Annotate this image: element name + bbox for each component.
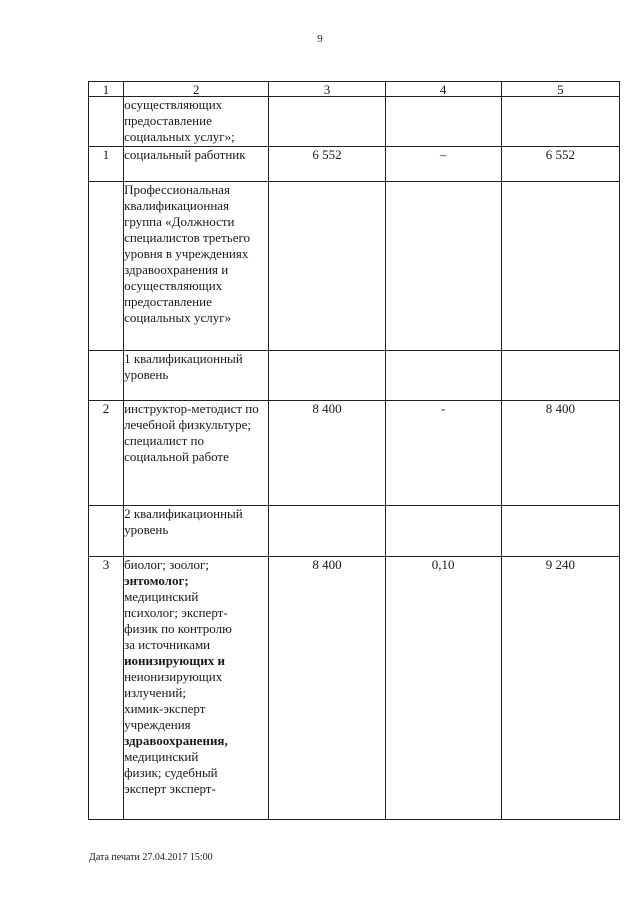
position-name-line: излучений;	[124, 685, 186, 700]
position-name-cell: осуществляющих предоставление социальных услуг»;	[124, 97, 269, 147]
position-name-line: неионизирующих	[124, 669, 223, 684]
position-name-line: биолог; зоолог;	[124, 557, 209, 572]
coefficient-cell	[385, 97, 501, 147]
qualification-level-cell: 1 квалификационный уровень	[124, 351, 269, 401]
base-salary-cell: 6 552	[269, 147, 385, 182]
salary-cell	[501, 351, 619, 401]
base-salary-cell	[269, 182, 385, 351]
row-number-cell: 3	[89, 557, 124, 820]
table-row	[89, 97, 620, 147]
position-name-line: эксперт эксперт-	[124, 781, 216, 796]
base-salary-cell: 8 400	[269, 557, 385, 820]
salary-cell: 6 552	[501, 147, 619, 182]
coefficient-cell	[385, 506, 501, 557]
row-number-cell: 2	[89, 401, 124, 506]
salary-cell	[501, 97, 619, 147]
row-number-cell	[89, 506, 124, 557]
position-name-line: химик-эксперт	[124, 701, 206, 716]
column-header-2: 2	[124, 82, 269, 97]
qualification-level-cell: 2 квалификационный уровень	[124, 506, 269, 557]
base-salary-cell: 8 400	[269, 401, 385, 506]
position-name-line: медицинский	[124, 589, 199, 604]
row-number-cell	[89, 182, 124, 351]
row-number-cell	[89, 351, 124, 401]
salary-cell	[501, 182, 619, 351]
position-name-line: учреждения	[124, 717, 191, 732]
table-row	[89, 557, 620, 820]
coefficient-cell	[385, 351, 501, 401]
table-row	[89, 401, 620, 506]
group-title-cell: Профессиональная квалификационная группа «Должности специалистов третьего уровня в учреждениях здравоохранения и осуществляющих предоставление социальных услуг»	[124, 182, 269, 351]
table-row	[89, 147, 620, 182]
position-name-line: ионизирующих и	[124, 653, 225, 668]
base-salary-cell	[269, 506, 385, 557]
column-header-1: 1	[89, 82, 124, 97]
column-header-5: 5	[501, 82, 619, 97]
salary-cell: 9 240	[501, 557, 619, 820]
coefficient-cell: –	[385, 147, 501, 182]
position-name-line: медицинский	[124, 749, 199, 764]
salary-cell	[501, 506, 619, 557]
position-name-line: психолог; эксперт-	[124, 605, 228, 620]
position-name-cell: социальный работник	[124, 147, 269, 182]
base-salary-cell	[269, 351, 385, 401]
print-date-footer: Дата печати 27.04.2017 15:00	[89, 852, 213, 863]
column-header-4: 4	[385, 82, 501, 97]
position-name-line: за источниками	[124, 637, 211, 652]
table-row	[89, 351, 620, 401]
row-number-cell	[89, 97, 124, 147]
base-salary-cell	[269, 97, 385, 147]
table-header-row	[89, 82, 620, 97]
position-name-line: энтомолог;	[124, 573, 189, 588]
coefficient-cell: 0,10	[385, 557, 501, 820]
position-name-line: физик по контролю	[124, 621, 232, 636]
position-name-line: здравоохранения,	[124, 733, 228, 748]
position-name-cell: инструктор-методист по лечебной физкультуре; специалист по социальной работе	[124, 401, 269, 506]
coefficient-cell: -	[385, 401, 501, 506]
page-number: 9	[317, 33, 323, 45]
position-name-line: физик; судебный	[124, 765, 218, 780]
position-name-cell	[124, 557, 269, 820]
row-number-cell: 1	[89, 147, 124, 182]
coefficient-cell	[385, 182, 501, 351]
salary-table	[88, 81, 620, 820]
table-row	[89, 182, 620, 351]
column-header-3: 3	[269, 82, 385, 97]
table-row	[89, 506, 620, 557]
salary-cell: 8 400	[501, 401, 619, 506]
